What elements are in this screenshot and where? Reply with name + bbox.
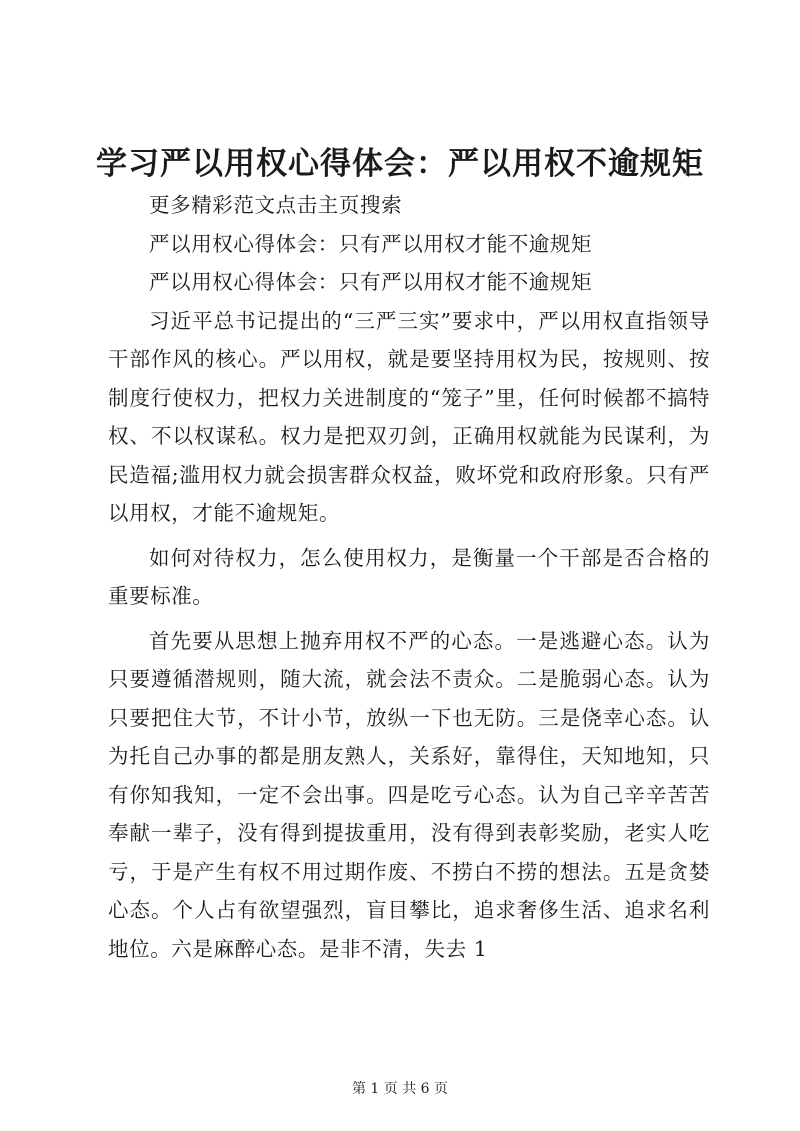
document-body	[108, 186, 710, 968]
page-title: 学习严以用权心得体会：严以用权不逾规矩	[96, 146, 704, 182]
paragraph-subtitle-1: 严以用权心得体会：只有严以用权才能不逾规矩	[149, 231, 593, 256]
paragraph-standard: 如何对待权力，怎么使用权力，是衡量一个干部是否合格的重要标准。	[108, 545, 710, 608]
paragraph-mindsets: 首先要从思想上抛弃用权不严的心态。一是逃避心态。认为只要遵循潜规则，随大流，就会法不责众。二是脆弱心态。认为只要把住大节，不计小节，放纵一下也无防。三是侥幸心态。认为托自己办事的都是朋友熟人，关系好，靠得住，天知地知，只有你知我知，一定不会出事。四是吃亏心态。认为自己辛辛苦苦奉献一辈子，没有得到提拔重用，没有得到表彰奖励，老实人吃亏，于是产生有权不用过期作废、不捞白不捞的想法。五是贪婪心态。个人占有欲望强烈，盲目攀比，追求奢侈生活、追求名利地位。六是麻醉心态。是非不清，失去 1	[108, 628, 710, 961]
paragraph-subtitle-2: 严以用权心得体会：只有严以用权才能不逾规矩	[149, 270, 593, 294]
page-footer: 第 1 页 共 6 页	[351, 1081, 449, 1097]
paragraph-promo: 更多精彩范文点击主页搜索	[149, 193, 403, 217]
paragraph-intro: 习近平总书记提出的“三严三实”要求中，严以用权直指领导干部作风的核心。严以用权，就是要坚持用权为民，按规则、按制度行使权力，把权力关进制度的“笼子”里，任何时候都不搞特权、不以权谋私。权力是把双刃剑，正确用权就能为民谋利，为民造福;滥用权力就会损害群众权益，败坏党和政府形象。只有严以用权，才能不逾规矩。	[108, 308, 710, 525]
